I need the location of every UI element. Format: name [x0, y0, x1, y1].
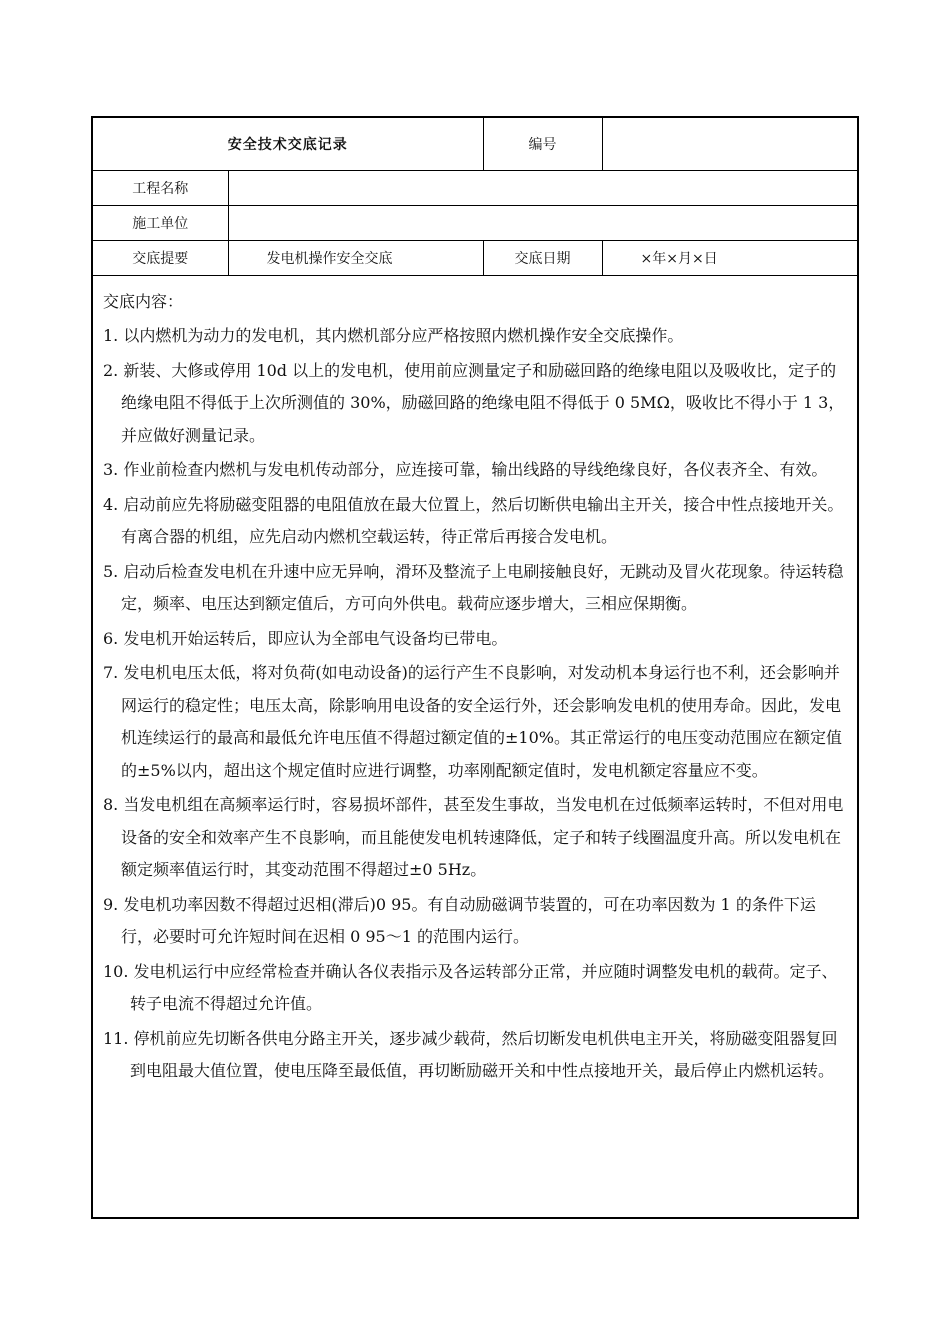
list-item: 4. 启动前应先将励磁变阻器的电阻值放在最大位置上，然后切断供电输出主开关，接合中性点接地开关。有离合器的机组，应先启动内燃机空载运转，待正常后再接合发电机。 [103, 494, 844, 546]
list-item: 9. 发电机功率因数不得超过迟相(滞后)0 95。有自动励磁调节装置的，可在功率因数为 1 的条件下运行，必要时可允许短时间在迟相 0 95～1 的范围内运行。 [103, 894, 816, 946]
summary-label: 交底提要 [93, 240, 228, 275]
summary-value: 发电机操作安全交底 [228, 240, 483, 275]
list-item: 10. 发电机运行中应经常检查并确认各仪表指示及各运转部分正常，并应随时调整发电机的载荷。定子、转子电流不得超过允许值。 [103, 961, 838, 1013]
project-name-value [228, 170, 859, 205]
project-name-label: 工程名称 [93, 170, 228, 205]
list-item: 11. 停机前应先切断各供电分路主开关，逐步减少载荷，然后切断发电机供电主开关，将励磁变阻器复回到电阻最大值位置，使电压降至最低值，再切断励磁开关和中性点接地开关，最后停止内燃机运转。 [103, 1028, 838, 1080]
date-label: 交底日期 [483, 240, 602, 275]
date-value: ×年×月×日 [602, 240, 859, 275]
briefing-content [93, 276, 857, 1088]
list-item: 6. 发电机开始运转后，即应认为全部电气设备均已带电。 [103, 628, 508, 648]
construction-unit-value [228, 205, 859, 240]
list-item: 8. 当发电机组在高频率运行时，容易损坏部件，甚至发生事故，当发电机在过低频率运转时，不但对用电设备的安全和效率产生不良影响，而且能使发电机转速降低，定子和转子线圈温度升高。所以发电机在额定频率值运行时，其变动范围不得超过±0 5Hz。 [103, 795, 844, 879]
list-item: 2. 新装、大修或停用 10d 以上的发电机，使用前应测量定子和励磁回路的绝缘电阻以及吸收比，定子的绝缘电阻不得低于上次所测值的 30%，励磁回路的绝缘电阻不得低于 0 5MΩ，吸收比不得小于 1 3，并应做好测量记录。 [103, 360, 845, 445]
list-item: 5. 启动后检查发电机在升速中应无异响，滑环及整流子上电刷接触良好，无跳动及冒火花现象。待运转稳定，频率、电压达到额定值后，方可向外供电。载荷应逐步增大，三相应保期衡。 [103, 561, 844, 613]
form-title: 安全技术交底记录 [93, 118, 483, 170]
safety-briefing-form [91, 116, 859, 1219]
form-header-table [93, 118, 859, 276]
serial-label: 编号 [483, 118, 602, 170]
list-item: 1. 以内燃机为动力的发电机，其内燃机部分应严格按照内燃机操作安全交底操作。 [103, 326, 684, 345]
list-item: 7. 发电机电压太低，将对负荷(如电动设备)的运行产生不良影响，对发动机本身运行也不利，还会影响并网运行的稳定性；电压太高，除影响用电设备的安全运行外，还会影响发电机的使用寿命。因此，发电机连续运行的最高和最低允许电压值不得超过额定值的±10%。其正常运行的电压变动范围应在额定值的±5%以内，超出这个规定值时应进行调整，功率刚配额定值时，发电机额定容量应不变。 [103, 663, 842, 780]
list-item: 3. 作业前检查内燃机与发电机传动部分，应连接可靠，输出线路的导线绝缘良好，各仪表齐全、有效。 [103, 460, 828, 479]
serial-value [602, 118, 859, 170]
content-label: 交底内容： [103, 291, 184, 311]
construction-unit-label: 施工单位 [93, 205, 228, 240]
